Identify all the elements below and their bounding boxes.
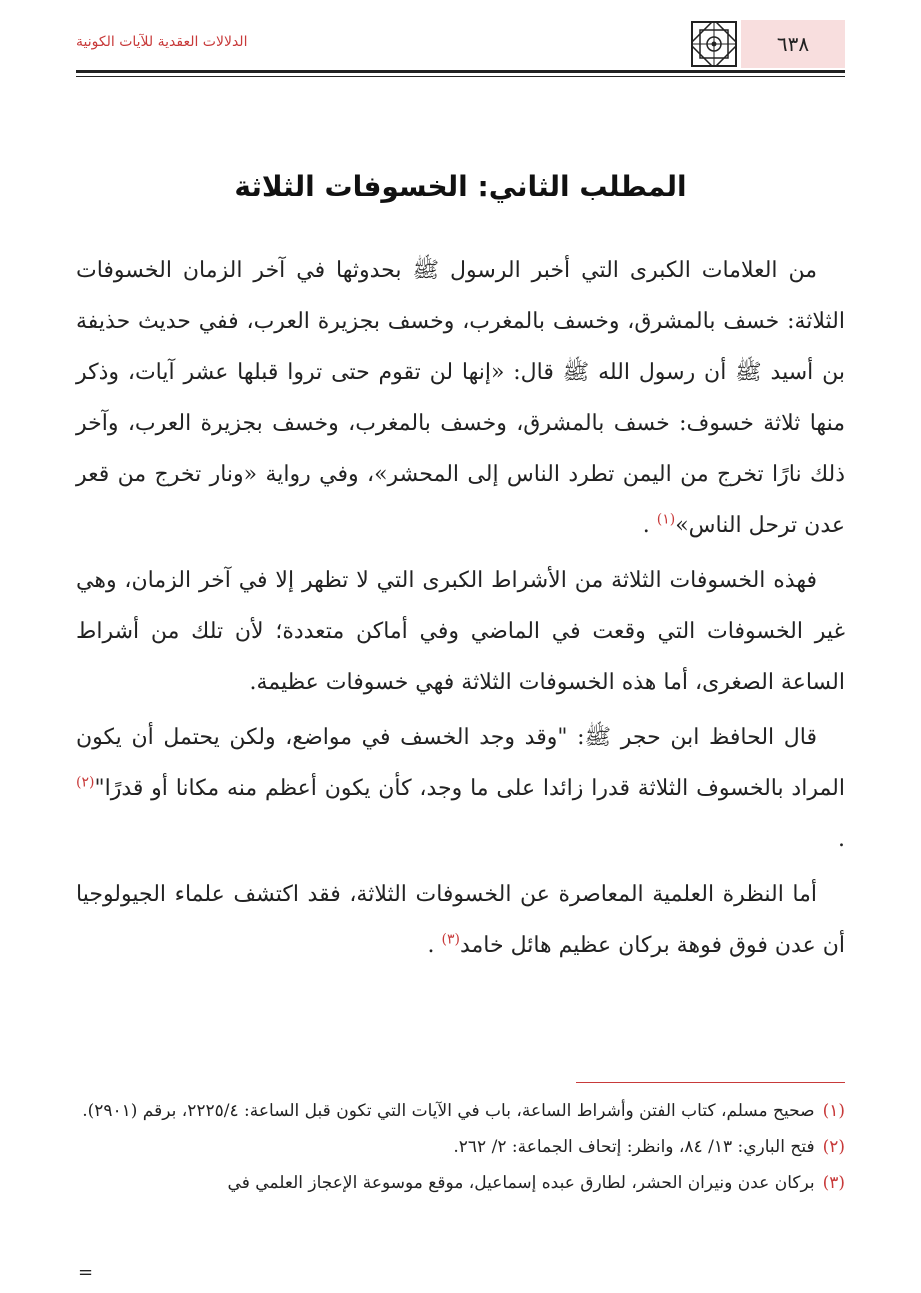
footnotes [76, 1095, 845, 1203]
paragraph [76, 869, 845, 971]
continuation-mark: = [78, 1262, 94, 1283]
paragraph-end: . [642, 513, 650, 538]
paragraph-end: . [838, 827, 845, 852]
paragraph [76, 245, 845, 551]
footnote-text: بركان عدن ونيران الحشر، لطارق عبده إسماعيل، موقع موسوعة الإعجاز العلمي في [227, 1173, 815, 1193]
paragraph-text: أما النظرة العلمية المعاصرة عن الخسوفات الثلاثة، فقد اكتشف علماء الجيولوجيا أن عدن فوق فوهة بركان عظيم هائل خامد [76, 882, 845, 958]
footnote-item [76, 1167, 845, 1199]
main-content [76, 170, 845, 975]
footnote-number: (٢) [822, 1137, 845, 1157]
footnote-text: صحيح مسلم، كتاب الفتن وأشراط الساعة، باب في الآيات التي تكون قبل الساعة: ٢٢٢٥/٤، برقم (٢٩٠١). [82, 1101, 815, 1121]
page-header [76, 20, 845, 72]
running-title: الدلالات العقدية للآيات الكونية [76, 34, 248, 50]
paragraph-text: من العلامات الكبرى التي أخبر الرسول ﷺ بحدوثها في آخر الزمان الخسوفات الثلاثة: خسف بالمشرق، وخسف بالمغرب، وخسف بجزيرة العرب، ففي حديث حذيفة بن أسيد ﷺ أن رسول الله ﷺ قال: «إنها لن تقوم حتى تروا قبلها عشر آيات، وذكر منها ثلاثة خسوف: خسف بالمشرق، وخسف بالمغرب، وخسف بجزيرة العرب، وآخر ذلك نارًا تخرج من اليمن تطرد الناس إلى المحشر»، وفي رواية «ونار تخرج من قعر عدن ترحل الناس» [76, 258, 845, 538]
footnote-text: فتح الباري: ١٣/ ٨٤، وانظر: إتحاف الجماعة: ٢/ ٢٦٢. [453, 1137, 815, 1157]
paragraph [76, 712, 845, 865]
header-rule-thin [76, 76, 845, 77]
footnote-item [76, 1131, 845, 1163]
footnote-item [76, 1095, 845, 1127]
footnote-number: (٣) [822, 1173, 845, 1193]
page-number: ٦٣٨ [741, 20, 845, 68]
footnote-ref: (١) [656, 511, 676, 528]
footnote-number: (١) [822, 1101, 845, 1121]
header-rule [76, 70, 845, 73]
paragraph-end: . [427, 933, 435, 958]
paragraph-text: قال الحافظ ابن حجر ﷺ: "وقد وجد الخسف في مواضع، ولكن يحتمل أن يكون المراد بالخسوف الثلاثة قدرا زائدا على ما وجد، كأن يكون أعظم منه مكانا أو قدرًا" [76, 725, 845, 801]
paragraph-text: فهذه الخسوفات الثلاثة من الأشراط الكبرى التي لا تظهر إلا في آخر الزمان، وهي غير الخسوفات التي وقعت في الماضي وفي أماكن متعددة؛ لأن تلك من أشراط الساعة الصغرى، أما هذه الخسوفات الثلاثة فهي خسوفات عظيمة. [76, 568, 845, 695]
footnote-ref: (٢) [76, 774, 95, 791]
footnote-divider [576, 1082, 845, 1083]
footnote-ref: (٣) [441, 931, 460, 948]
geometric-ornament-icon [689, 20, 739, 68]
paragraph [76, 555, 845, 708]
section-title: المطلب الثاني: الخسوفات الثلاثة [234, 170, 687, 203]
